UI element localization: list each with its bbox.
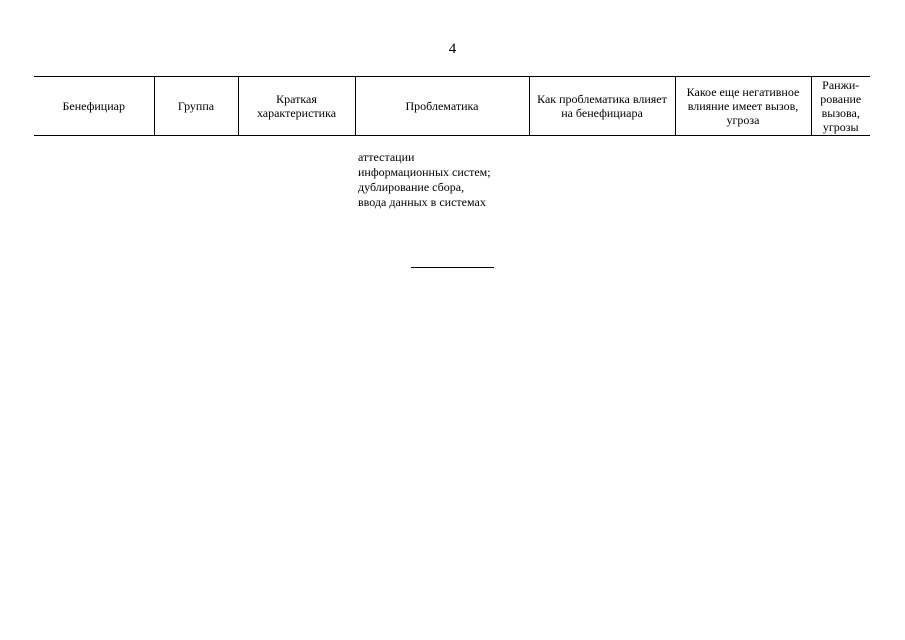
end-of-document-rule xyxy=(411,267,494,268)
problem-line: аттестации xyxy=(358,150,415,164)
cell-beneficiary xyxy=(34,136,154,211)
cell-problem xyxy=(355,136,529,211)
header-other-negative-impact: Какое еще негативное влияние имеет вызов, угроза xyxy=(675,77,811,136)
header-short-description: Краткая характеристика xyxy=(238,77,355,136)
header-ranking: Ранжи-рование вызова, угрозы xyxy=(811,77,870,136)
cell-group xyxy=(154,136,238,211)
table-row xyxy=(34,136,870,211)
problem-line: дублирование сбора, xyxy=(358,180,465,194)
header-problem: Проблематика xyxy=(355,77,529,136)
header-group: Группа xyxy=(154,77,238,136)
cell-other-negative-impact xyxy=(675,136,811,211)
header-beneficiary: Бенефициар xyxy=(34,77,154,136)
page-number: 4 xyxy=(448,41,457,57)
header-impact: Как проблематика влияет на бенефициара xyxy=(529,77,675,136)
cell-short-description xyxy=(238,136,355,211)
cell-ranking xyxy=(811,136,870,211)
cell-impact xyxy=(529,136,675,211)
problem-line: информационных систем; xyxy=(358,165,491,179)
beneficiary-table xyxy=(34,76,870,210)
problem-line: ввода данных в системах xyxy=(358,195,486,209)
table-header-row xyxy=(34,77,870,136)
